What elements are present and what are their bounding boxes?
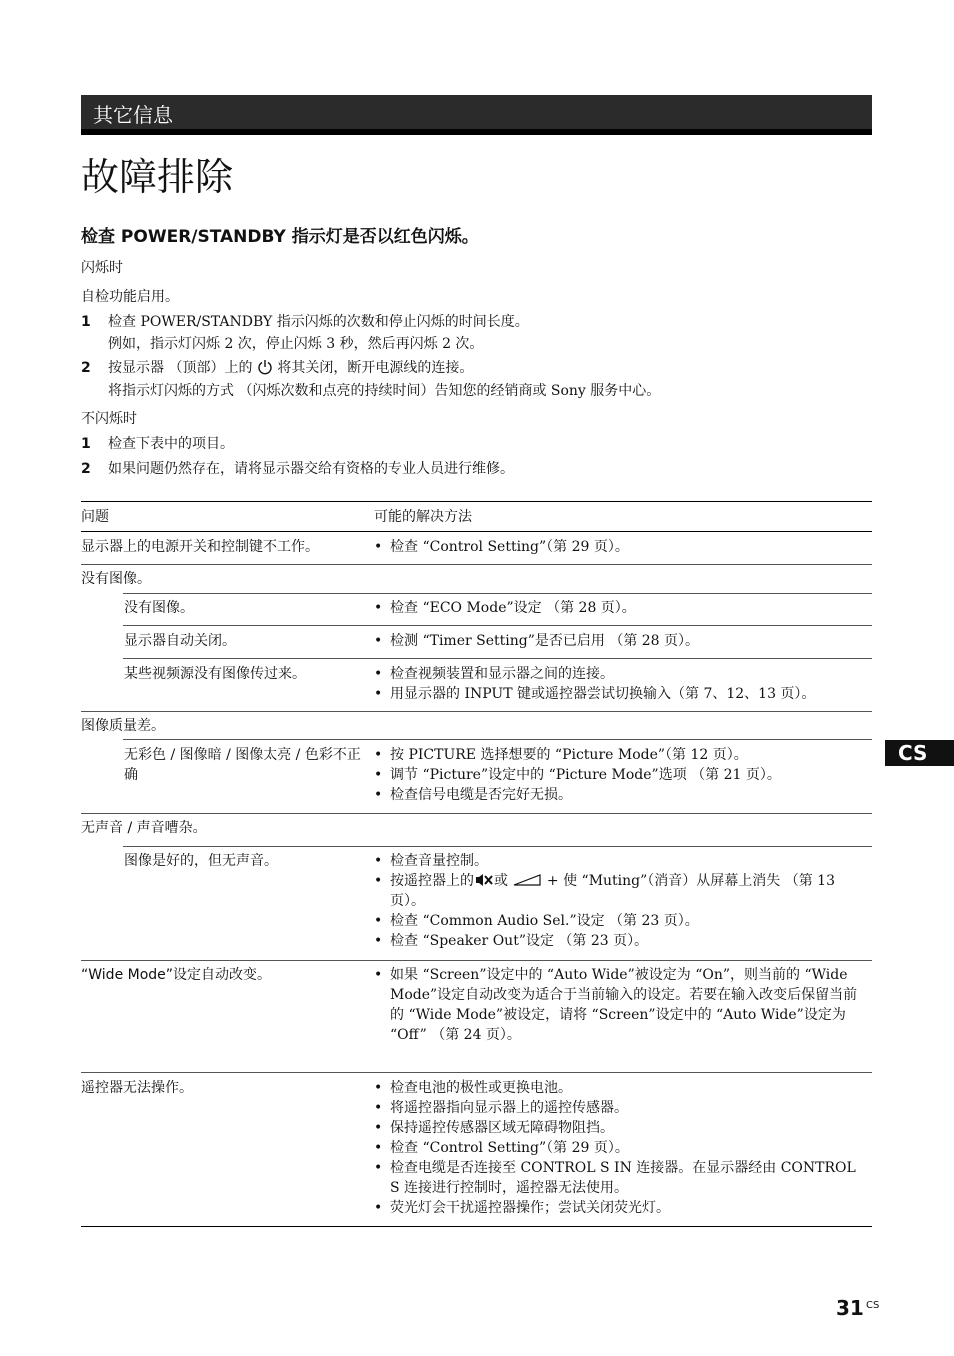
volume-icon [512,873,542,887]
solution-item: • 如果 “Screen”设定中的 “Auto Wide”被设定为 “On”，则当前的 “Wide Mode”设定自动改变为适合于当前输入的设定。若要在输入改变后保留当前的 “Wide Mode”被设定，请将 “Screen”设定中的 “Auto Wide”设定为 “Off” （第 24 页）。 [374,965,868,1045]
subtitle: 检查 POWER/STANDBY 指示灯是否以红色闪烁。 [81,227,479,247]
problem-power-keys: 显示器上的电源开关和控制键不工作。 [81,539,319,555]
step-text: 例如，指示灯闪烁 2 次，停止闪烁 3 秒，然后再闪烁 2 次。 [108,336,484,352]
solution-text-post: + 使 “Muting”（消音）从屏幕上消失 （第 13 页）。 [390,873,835,909]
step-text-post: 将其关闭，断开电源线的连接。 [277,360,474,376]
solution-item: • 检查信号电缆是否完好无损。 [374,785,868,805]
row-rule [123,593,872,594]
solution-item: • 调节 “Picture”设定中的 “Picture Mode”选项 （第 21 页）。 [374,765,868,785]
solution-item: • 检查电缆是否连接至 CONTROL S IN 连接器。在显示器经由 CONTROL S 连接进行控制时，遥控器无法使用。 [374,1158,868,1198]
step-number: 2 [81,360,91,376]
solution-item: • 检查 “ECO Mode”设定 （第 28 页）。 [374,598,868,618]
step-text [108,357,473,379]
step-text-pre: 按显示器 （顶部）上的 [108,360,253,376]
problem-wide-mode: “Wide Mode”设定自动改变。 [81,967,272,983]
solution-no-sound [374,851,868,951]
solution-item: • 检查电池的极性或更换电池。 [374,1078,868,1098]
solution-no-source [374,664,868,704]
not-blinking-label: 不闪烁时 [81,411,137,427]
step-number: 1 [81,436,91,452]
solution-item: • 荧光灯会干扰遥控器操作；尝试关闭荧光灯。 [374,1198,868,1218]
solution-item: • 保持遥控传感器区域无障碍物阻挡。 [374,1118,868,1138]
problem-no-source: 某些视频源没有图像传过来。 [124,666,306,682]
step-number: 1 [81,314,91,330]
solution-text-mid: 或 [494,873,508,889]
solution-power-keys [374,537,868,557]
power-icon [257,359,273,375]
page-number: 31 [836,1296,864,1320]
step-text: 将指示灯闪烁的方式 （闪烁次数和点亮的持续时间）告知您的经销商或 Sony 服务中心。 [108,383,661,399]
solution-no-picture [374,598,868,618]
language-tab: CS [885,740,954,766]
header-problem: 问题 [81,509,109,525]
blinking-sublabel: 自检功能启用。 [81,289,179,305]
solution-item [374,871,868,911]
problem-color: 无彩色 / 图像暗 / 图像太亮 / 色彩不正确 [124,747,361,783]
solution-remote [374,1078,868,1218]
problem-no-picture: 没有图像。 [124,600,194,616]
step-text: 检查下表中的项目。 [108,436,234,452]
group-no-sound: 无声音 / 声音嘈杂。 [81,820,207,836]
solution-item: • 检查音量控制。 [374,851,868,871]
solution-item: • 用显示器的 INPUT 键或遥控器尝试切换输入（第 7、12、13 页）。 [374,684,868,704]
step-number: 2 [81,461,91,477]
row-rule [123,625,872,626]
step-text: 检查 POWER/STANDBY 指示闪烁的次数和停止闪烁的时间长度。 [108,314,529,330]
solution-item: • 检查 “Control Setting”（第 29 页）。 [374,1138,868,1158]
row-rule [123,658,872,659]
table-bottom-rule [81,1226,872,1227]
solution-item: • 检查 “Speaker Out”设定 （第 23 页）。 [374,931,868,951]
row-rule [81,1072,872,1073]
page-title: 故障排除 [81,155,234,199]
row-rule [81,564,872,565]
solution-text-pre: 按遥控器上的 [390,873,474,889]
problem-no-sound: 图像是好的，但无声音。 [124,853,278,869]
solution-color [374,745,868,805]
group-no-picture: 没有图像。 [81,571,151,587]
row-rule [81,813,872,814]
solution-item: • 将遥控器指向显示器上的遥控传感器。 [374,1098,868,1118]
mute-icon [474,872,494,888]
row-rule [81,711,872,712]
blinking-label: 闪烁时 [81,260,123,276]
problem-auto-off: 显示器自动关闭。 [124,633,236,649]
solution-item: • 按 PICTURE 选择想要的 “Picture Mode”（第 12 页）。 [374,745,868,765]
header-solution: 可能的解决方法 [374,509,472,525]
solution-auto-off [374,631,868,651]
row-rule [123,739,872,740]
solution-wide-mode [374,965,868,1045]
section-header: 其它信息 [81,95,872,135]
problem-remote: 遥控器无法操作。 [81,1080,193,1096]
table-top-rule [81,501,872,502]
group-poor-picture: 图像质量差。 [81,718,165,734]
solution-item: • 检测 “Timer Setting”是否已启用 （第 28 页）。 [374,631,868,651]
table-header-rule [81,531,872,532]
row-rule [81,960,872,961]
row-rule [123,846,872,847]
page-suffix: CS [866,1300,880,1311]
step-text: 如果问题仍然存在，请将显示器交给有资格的专业人员进行维修。 [108,461,514,477]
solution-item: • 检查 “Common Audio Sel.”设定 （第 23 页）。 [374,911,868,931]
solution-item: • 检查 “Control Setting”（第 29 页）。 [374,537,868,557]
solution-item: • 检查视频装置和显示器之间的连接。 [374,664,868,684]
